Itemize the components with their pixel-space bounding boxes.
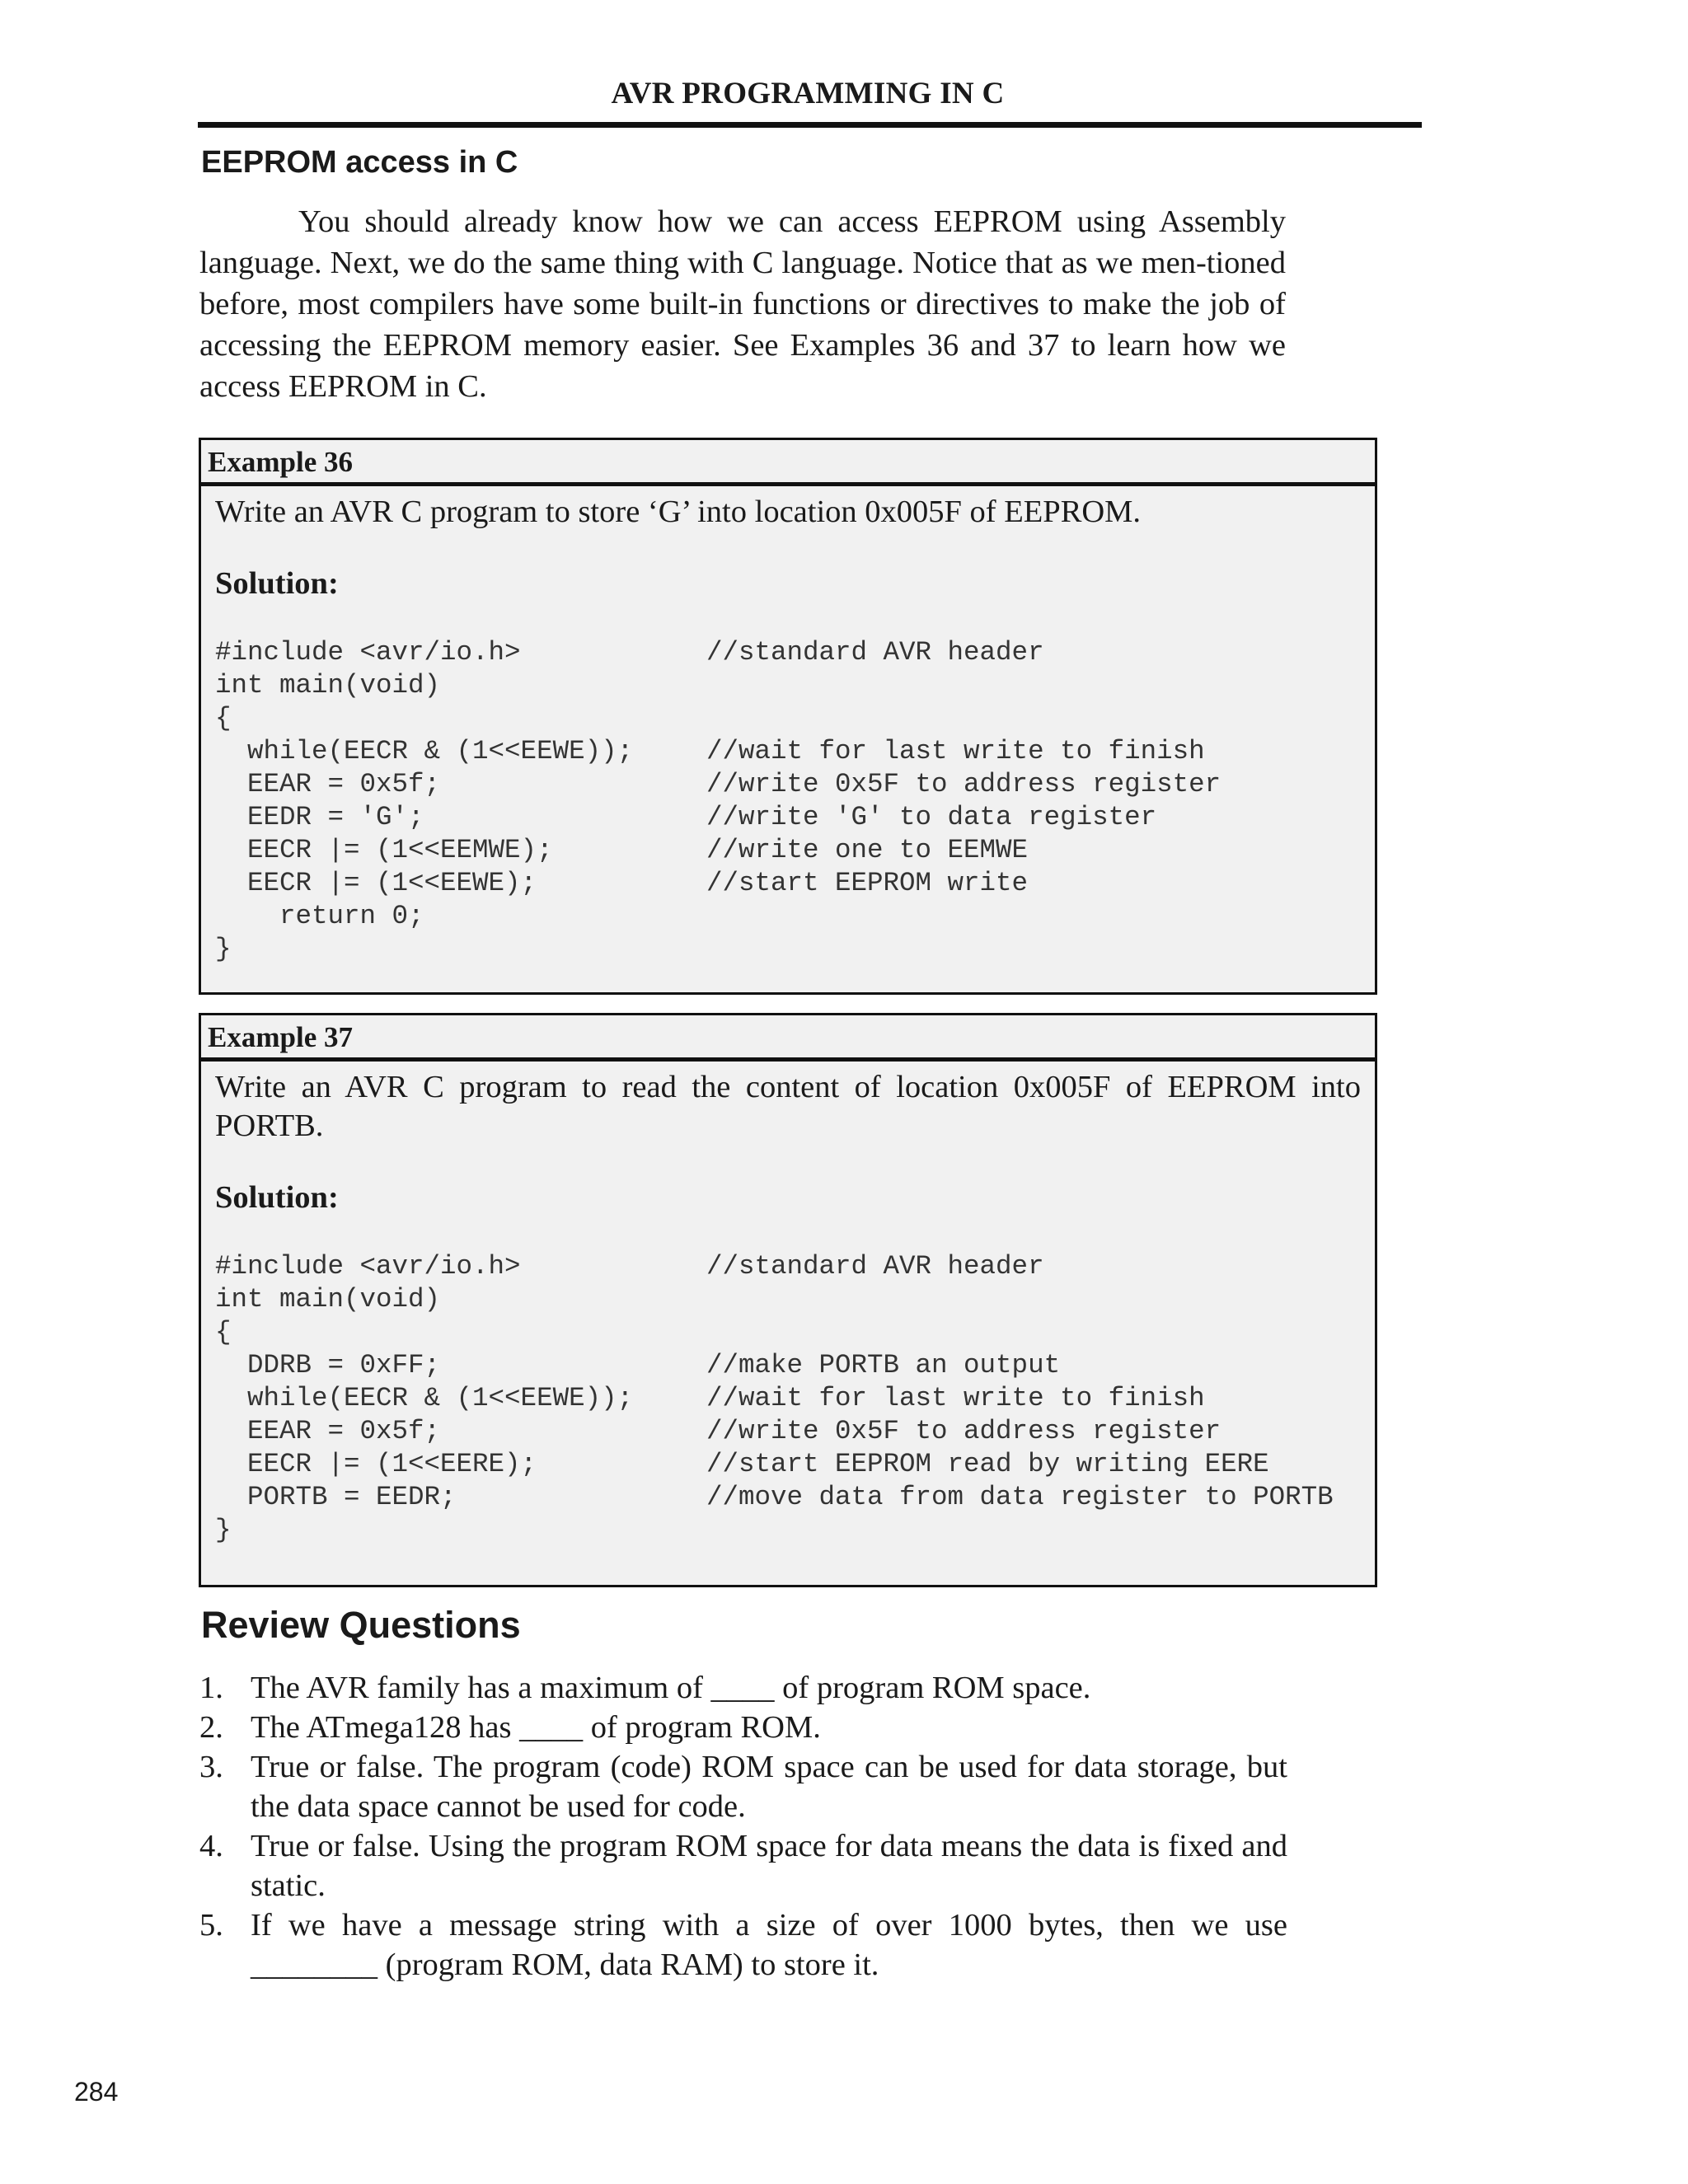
intro-paragraph: You should already know how we can access EEPROM using Assembly language. Next, we do the same thing with C language. Notice that as we men-tioned before, most compilers have some built-in functions or directives to make the job of accessing the EEPROM memory easier. See Examples 36 and 37 to learn how we access EEPROM in C. [199,204,1286,404]
code-line: EECR |= (1<<EERE); //start EEPROM read by writing EERE [215,1449,1269,1479]
example-label: Example 37 [201,1015,1375,1062]
header-rule [198,122,1422,128]
code-line: #include <avr/io.h> //standard AVR header [215,1251,1044,1282]
code-line: PORTB = EEDR; //move data from data register to PORTB [215,1482,1334,1512]
example-37-box [199,1013,1377,1587]
list-item: 1. The AVR family has a maximum of ____ of program ROM space. [199,1671,1091,1705]
code-line: { [215,1317,232,1347]
section-title: EEPROM access in C [201,145,518,180]
example-question: Write an AVR C program to store ‘G’ into location 0x005F of EEPROM. [215,494,1142,529]
list-item: 2. The ATmega128 has ____ of program ROM. [199,1710,821,1745]
list-item: 3. True or false. The program (code) ROM space can be used for data storage, but the data space cannot be used for code. [199,1750,1287,1824]
code-line: #include <avr/io.h> //standard AVR header [215,637,1044,668]
code-line: int main(void) [215,1284,441,1315]
example-36-box [199,438,1377,995]
code-line: } [215,934,232,964]
example-question: Write an AVR C program to read the content of location 0x005F of EEPROM into PORTB. [215,1070,1361,1143]
list-item: 4. True or false. Using the program ROM space for data means the data is fixed and static. [199,1829,1287,1903]
page-number: 284 [74,2077,119,2107]
code-block [215,636,1361,966]
code-line: while(EECR & (1<<EEWE)); //wait for last write to finish [215,1383,1205,1413]
code-line: DDRB = 0xFF; //make PORTB an output [215,1350,1061,1380]
solution-label: Solution: [215,1180,339,1215]
code-block [215,1250,1361,1547]
code-line: int main(void) [215,670,441,701]
running-header: AVR PROGRAMMING IN C [611,77,1005,110]
code-line: while(EECR & (1<<EEWE)); //wait for last write to finish [215,736,1205,766]
code-line: EEAR = 0x5f; //write 0x5F to address register [215,769,1221,799]
code-line: return 0; [215,901,424,931]
code-line: EEDR = 'G'; //write 'G' to data register [215,802,1157,832]
example-label: Example 36 [201,440,1375,486]
code-line: } [215,1515,232,1545]
solution-label: Solution: [215,566,339,601]
review-questions-list [199,1668,1287,1985]
code-line: EECR |= (1<<EEMWE); //write one to EEMWE [215,835,1029,865]
list-item: 5. If we have a message string with a size of over 1000 bytes, then we use ________ (program ROM, data RAM) to store it. [199,1908,1287,1982]
code-line: EEAR = 0x5f; //write 0x5F to address register [215,1416,1221,1446]
code-line: EECR |= (1<<EEWE); //start EEPROM write [215,868,1029,898]
code-line: { [215,703,232,733]
review-questions-title: Review Questions [201,1604,521,1646]
